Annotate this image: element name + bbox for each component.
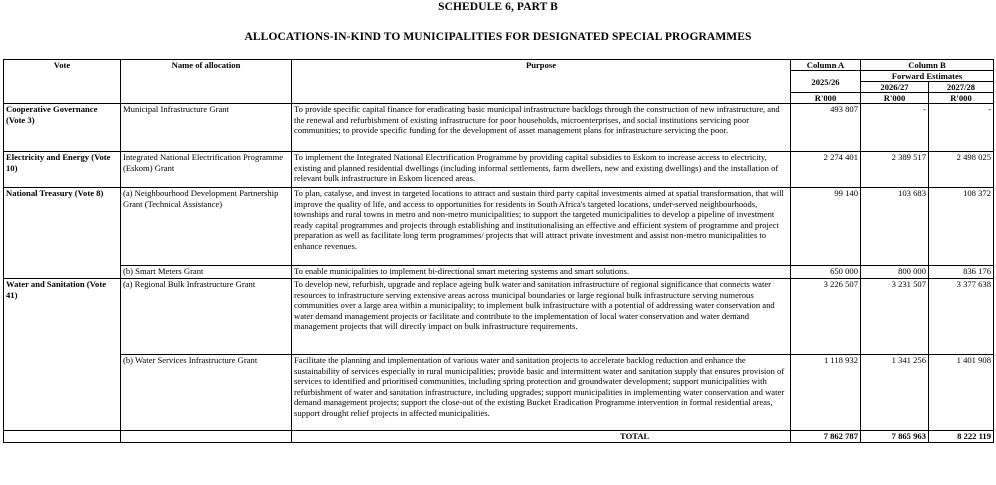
column-b-2026-value: 800 000	[861, 266, 929, 279]
column-b-2027-value: -	[929, 104, 994, 152]
table-row	[4, 104, 994, 152]
purpose-column-header: Purpose	[292, 60, 791, 104]
column-b-2026-value: 3 231 507	[861, 279, 929, 355]
total-column-a: 7 862 787	[791, 431, 861, 443]
column-a-value: 493 807	[791, 104, 861, 152]
total-row	[4, 431, 994, 443]
unit-label: R'000	[929, 93, 994, 104]
column-a-value: 3 226 507	[791, 279, 861, 355]
allocation-name-cell: (b) Smart Meters Grant	[121, 266, 292, 279]
allocation-name-cell: (a) Regional Bulk Infrastructure Grant	[121, 279, 292, 355]
total-label: TOTAL	[292, 431, 791, 443]
column-b-2026-value: -	[861, 104, 929, 152]
column-b-2027-value: 2 498 025	[929, 152, 994, 188]
purpose-cell: To develop new, refurbish, upgrade and replace ageing bulk water and sanitation infrastructure of regional significance that connects water resources to infrastructure serving extensive areas across municipal boundaries or large regional bulk infrastructure serving numerous communities over a large area within a municipality; to implement bulk infrastructure with a potential of addressing water conservation and water demand management projects or facilitate and contribute to the implementation of local water conservation and water demand management projects that will directly impact on bulk infrastructure requirements.	[292, 279, 791, 355]
column-b-2026-value: 103 683	[861, 188, 929, 266]
vote-cell: Cooperative Governance (Vote 3)	[4, 104, 121, 152]
vote-cell: Electricity and Energy (Vote 10)	[4, 152, 121, 188]
column-b-2026-value: 2 389 517	[861, 152, 929, 188]
column-b-2027-value: 1 401 908	[929, 355, 994, 431]
table-row	[4, 355, 994, 431]
year-2027-header: 2027/28	[929, 82, 994, 93]
purpose-cell: Facilitate the planning and implementation of various water and sanitation projects to accelerate backlog reduction and enhance the sustainability of services especially in rural municipalities; provide basic and intermittent water and sanitation supply that ensures provision of services to identified and prioritised communities, including spring protection and groundwater development; support municipalities with refurbishment of water and sanitation infrastructure, including upgrades; support municipalities in implementing water conservation and water demand management projects; support the close-out of the existing Bucket Eradication Programme intervention in formal residential areas, support drought relief projects in affected municipalities.	[292, 355, 791, 431]
schedule-subtitle: ALLOCATIONS-IN-KIND TO MUNICIPALITIES FOR DESIGNATED SPECIAL PROGRAMMES	[244, 31, 752, 43]
vote-column-header: Vote	[4, 60, 121, 104]
table-row	[4, 279, 994, 355]
column-b-header: Column B	[861, 60, 994, 71]
purpose-cell: To implement the Integrated National Electrification Programme by providing capital subsidies to Eskom to increase access to electricity, existing and planned residential dwellings (including informal settlements, farm dwellers, new and existing dwellings) and the installation of relevant bulk infrastructure in Eskom licenced areas.	[292, 152, 791, 188]
column-a-value: 2 274 401	[791, 152, 861, 188]
purpose-cell: To plan, catalyse, and invest in targeted locations to attract and sustain third party capital investments aimed at spatial transformation, that will improve the quality of life, and access to opportunities for residents in South Africa's targeted locations, under-served neighbourhoods, townships and rural towns in metro and non-metro municipalities; to support the targeted municipalities to develop a pipeline of investment ready capital programmes and projects through establishing and institutionalising an effective and efficient system of programme and project preparation as well as facilitate long term programmes/ projects that will attract private investment and assist non-metro municipalities to enhance revenues.	[292, 188, 791, 266]
unit-label: R'000	[861, 93, 929, 104]
vote-cell: Water and Sanitation (Vote 41)	[4, 279, 121, 431]
blank-cell	[4, 431, 121, 443]
header-row-1	[4, 60, 994, 71]
table-row	[4, 152, 994, 188]
forward-estimates-header: Forward Estimates	[861, 71, 994, 82]
column-b-2026-value: 1 341 256	[861, 355, 929, 431]
total-column-b-2026: 7 865 963	[861, 431, 929, 443]
year-2026-header: 2026/27	[861, 82, 929, 93]
schedule-title: SCHEDULE 6, PART B	[438, 1, 558, 13]
purpose-cell: To enable municipalities to implement bi-directional smart metering systems and smart solutions.	[292, 266, 791, 279]
unit-label: R'000	[791, 93, 861, 104]
allocations-table	[3, 59, 994, 443]
column-a-value: 650 000	[791, 266, 861, 279]
column-a-header: Column A	[791, 60, 861, 71]
name-column-header: Name of allocation	[121, 60, 292, 104]
column-a-value: 99 140	[791, 188, 861, 266]
table-row	[4, 266, 994, 279]
column-a-value: 1 118 932	[791, 355, 861, 431]
column-b-2027-value: 3 377 638	[929, 279, 994, 355]
purpose-cell: To provide specific capital finance for eradicating basic municipal infrastructure backlogs through the construction of new infrastructure, and the renewal and refurbishment of existing infrastructure for poor households, microenterprises, and social institutions servicing poor communities; to provide specific funding for the development of asset management plans for infrastructure servicing the poor.	[292, 104, 791, 152]
allocation-name-cell: Municipal Infrastructure Grant	[121, 104, 292, 152]
allocation-name-cell: (a) Neighbourhood Development Partnership Grant (Technical Assistance)	[121, 188, 292, 266]
column-b-2027-value: 108 372	[929, 188, 994, 266]
vote-cell: National Treasury (Vote 8)	[4, 188, 121, 279]
table-row	[4, 188, 994, 266]
column-a-year: 2025/26	[791, 71, 861, 93]
total-column-b-2027: 8 222 119	[929, 431, 994, 443]
blank-cell	[121, 431, 292, 443]
column-b-2027-value: 836 176	[929, 266, 994, 279]
allocation-name-cell: (b) Water Services Infrastructure Grant	[121, 355, 292, 431]
allocation-name-cell: Integrated National Electrification Programme (Eskom) Grant	[121, 152, 292, 188]
